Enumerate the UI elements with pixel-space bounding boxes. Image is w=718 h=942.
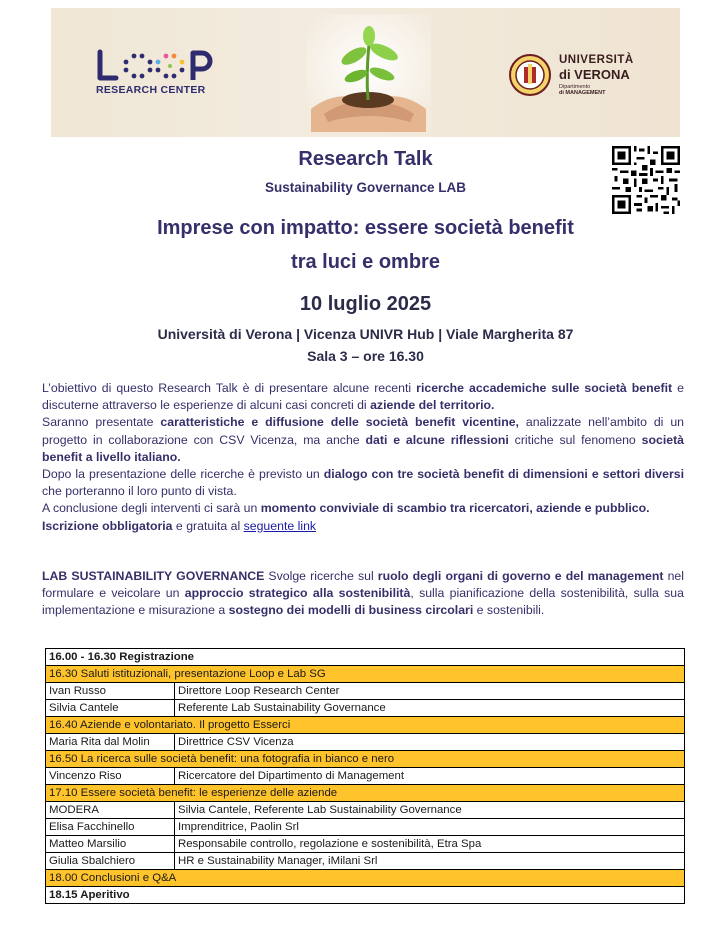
lab-subtitle: Sustainability Governance LAB	[264, 180, 467, 195]
schedule-row	[46, 836, 685, 853]
schedule-row	[46, 683, 685, 700]
event-description: L’obiettivo di questo Research Talk è di presentare alcune recenti ricerche accademiche sulle società benefit e discuterne attraverso le esperienze di alcuni casi concreti di aziende del territorio. Saranno presentate caratteristiche e diffusione delle società benefit vicentine, analizzate nell’ambito di un progetto in collaborazione con CSV Vicenza, ma anche dati e alcune riflessioni critiche sul fenomeno società benefit a livello italiano. Dopo la presentazione delle ricerche è previsto un dialogo con tre società benefit di dimensioni e settori diversi che porteranno il loro punto di vista. A conclusione degli interventi ci sarà un momento conviviale di scambio tra ricercatori, aziende e pubblico. Iscrizione obbligatoria e gratuita al seguente link	[42, 381, 685, 533]
speaker-role: Responsabile controllo, regolazione e sostenibilità, Etra Spa	[175, 836, 685, 853]
schedule-item: 18.15 Aperitivo	[46, 887, 685, 904]
session-heading: 17.10 Essere società benefit: le esperienze delle aziende	[46, 785, 685, 802]
speaker-name: Elisa Facchinello	[46, 819, 175, 836]
session-heading: 16.30 Saluti istituzionali, presentazione Loop e Lab SG	[46, 666, 685, 683]
schedule-row	[46, 853, 685, 870]
session-heading: 16.50 La ricerca sulle società benefit: una fotografia in bianco e nero	[46, 751, 685, 768]
loop-logo-mark-icon	[96, 48, 216, 84]
registration-link[interactable]: seguente link	[243, 518, 317, 533]
department-line1: Dipartimento	[559, 84, 591, 90]
event-date: 10 luglio 2025	[299, 293, 432, 315]
schedule-row	[46, 819, 685, 836]
schedule-item: 16.00 - 16.30 Registrazione	[46, 649, 685, 666]
session-heading: 18.00 Conclusioni e Q&A	[46, 870, 685, 887]
speaker-name: Vincenzo Riso	[46, 768, 175, 785]
schedule-row	[46, 785, 685, 802]
speaker-name: Silvia Cantele	[46, 700, 175, 717]
speaker-name: Maria Rita dal Molin	[46, 734, 175, 751]
speaker-role: Imprenditrice, Paolin Srl	[175, 819, 685, 836]
main-title-line2: tra luci e ombre	[291, 251, 440, 273]
speaker-name: Giulia Sbalchiero	[46, 853, 175, 870]
schedule-row	[46, 734, 685, 751]
schedule-row	[46, 887, 685, 904]
hands-with-plant-image	[306, 14, 431, 132]
schedule-row	[46, 700, 685, 717]
university-name-line2: di VERONA	[559, 67, 630, 82]
speaker-role: Direttore Loop Research Center	[175, 683, 685, 700]
header-banner	[51, 8, 680, 137]
schedule-row	[46, 751, 685, 768]
speaker-role: Referente Lab Sustainability Governance	[175, 700, 685, 717]
schedule-row	[46, 870, 685, 887]
schedule-row	[46, 717, 685, 734]
speaker-name: MODERA	[46, 802, 175, 819]
speaker-role: Direttrice CSV Vicenza	[175, 734, 685, 751]
speaker-name: Matteo Marsilio	[46, 836, 175, 853]
schedule-row	[46, 802, 685, 819]
university-of-verona-logo	[509, 50, 674, 98]
schedule-row	[46, 649, 685, 666]
speaker-role: Silvia Cantele, Referente Lab Sustainability Governance	[175, 802, 685, 819]
event-type-title: Research Talk	[298, 148, 433, 170]
speaker-name: Ivan Russo	[46, 683, 175, 700]
loop-logo-subtitle: RESEARCH CENTER	[96, 84, 206, 96]
university-seal-icon	[509, 54, 551, 96]
session-heading: 16.40 Aziende e volontariato. Il progetto Esserci	[46, 717, 685, 734]
lab-description: LAB SUSTAINABILITY GOVERNANCE Svolge ricerche sul ruolo degli organi di governo e del management nel formulare e veicolare un approccio strategico alla sostenibilità, sulla pianificazione della sostenibilità, sulla sua implementazione e misurazione a sostegno dei modelli di business circolari e sostenibili.	[42, 569, 684, 618]
loop-research-center-logo	[96, 48, 226, 100]
university-name-line1: UNIVERSITÀ	[559, 54, 634, 66]
schedule-row	[46, 666, 685, 683]
schedule-table	[45, 648, 685, 904]
main-title-line1: Imprese con impatto: essere società benefit	[157, 217, 574, 239]
speaker-role: Ricercatore del Dipartimento di Management	[175, 768, 685, 785]
schedule-row	[46, 768, 685, 785]
department-line2: di MANAGEMENT	[559, 90, 606, 96]
speaker-role: HR e Sustainability Manager, iMilani Srl	[175, 853, 685, 870]
event-location: Università di Verona | Vicenza UNIVR Hub | Viale Margherita 87	[157, 326, 574, 342]
event-room-time: Sala 3 – ore 16.30	[307, 348, 424, 364]
